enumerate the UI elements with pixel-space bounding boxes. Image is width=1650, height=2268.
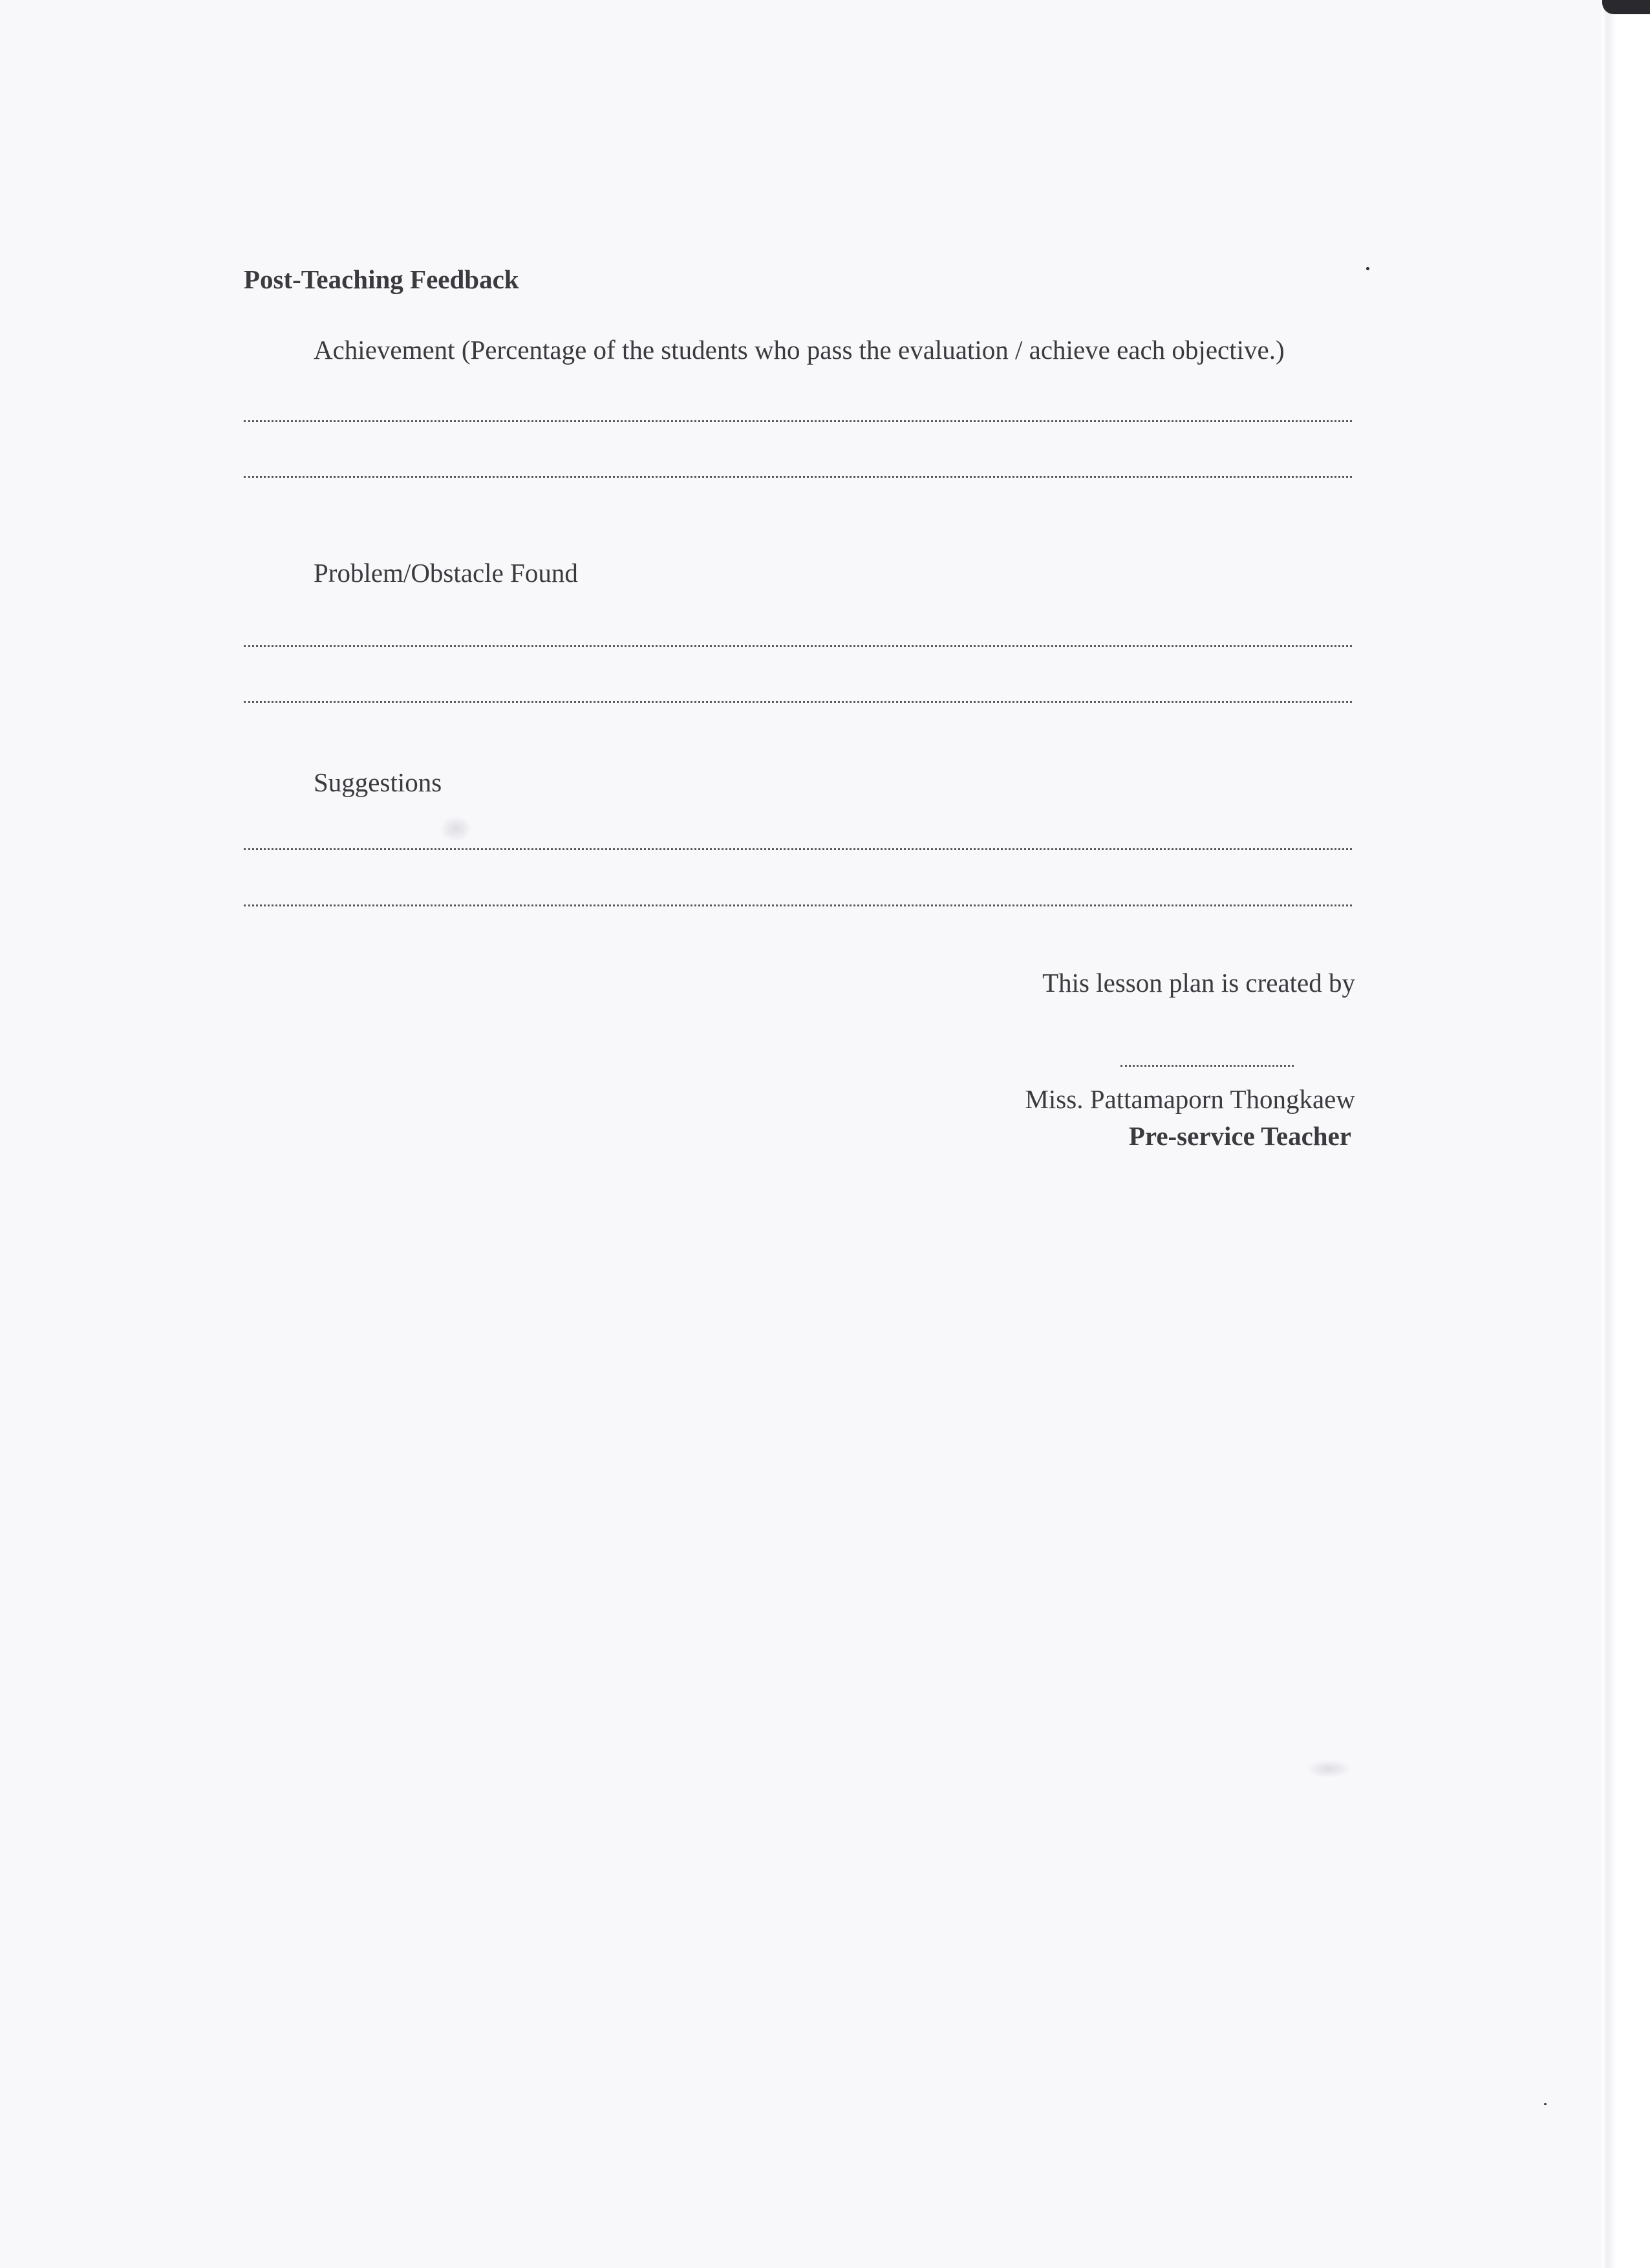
signature-role: Pre-service Teacher [1128, 1121, 1351, 1151]
scan-speck [1366, 267, 1369, 270]
scanner-edge [1602, 0, 1650, 2268]
scan-speck [1544, 2103, 1547, 2105]
signature-name: Miss. Pattamaporn Thongkaew [1025, 1084, 1355, 1114]
answer-line [244, 420, 1352, 422]
answer-line [244, 476, 1352, 478]
scan-smudge [440, 816, 472, 842]
answer-line [244, 701, 1352, 703]
section-label-achievement: Achievement (Percentage of the students who pass the evaluation / achieve each objective.) [314, 335, 1285, 365]
section-label-suggestions: Suggestions [314, 767, 442, 797]
section-label-problem: Problem/Obstacle Found [314, 558, 578, 588]
signature-intro: This lesson plan is created by [1042, 968, 1355, 998]
answer-line [244, 645, 1352, 647]
signature-line [1120, 1065, 1294, 1067]
answer-line [244, 904, 1352, 906]
answer-line [244, 848, 1352, 850]
scan-smudge [1306, 1760, 1351, 1778]
page-title: Post-Teaching Feedback [244, 264, 519, 294]
scanner-shadow [1602, 0, 1650, 14]
